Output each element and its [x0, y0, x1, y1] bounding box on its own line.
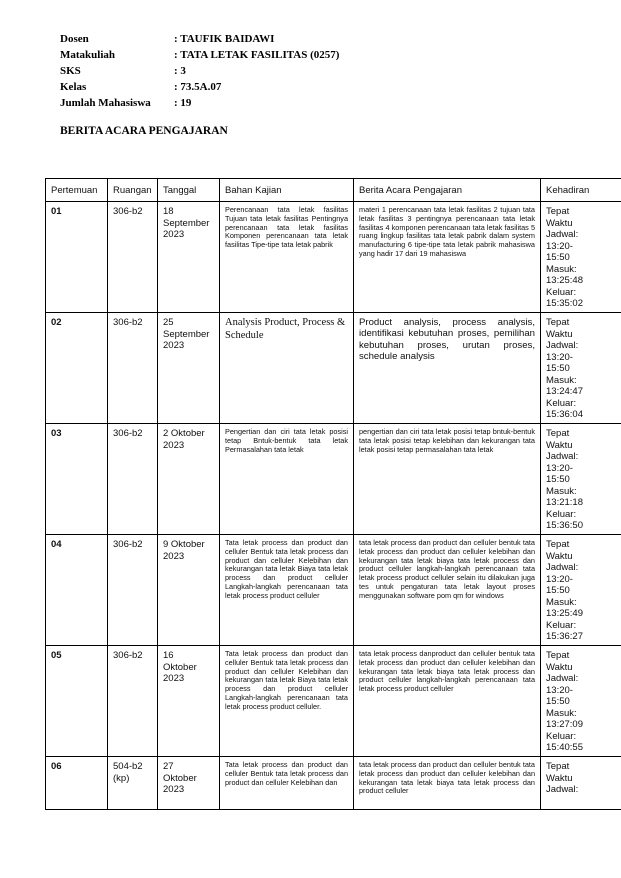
cell-tanggal: [158, 646, 220, 757]
cell-kehadiran-line: 13:20-: [546, 351, 573, 363]
cell-tanggal: [158, 202, 220, 313]
cell-kehadiran-line: 13:25:48: [546, 275, 583, 286]
cell-kehadiran-line: 15:35:02: [546, 298, 583, 309]
cell-pertemuan: 05: [46, 646, 108, 757]
field-label: SKS: [60, 65, 81, 77]
column-header-kehadiran: Kehadiran: [541, 179, 621, 202]
cell-ruangan: 306-b2: [108, 202, 158, 313]
field-label: Kelas: [60, 81, 87, 93]
cell-kehadiran-line: Tepat: [546, 317, 570, 328]
cell-tanggal-line: 27: [163, 761, 174, 772]
column-header-bahan-kajian: Bahan Kajian: [220, 179, 354, 202]
cell-tanggal-line: 9 Oktober: [163, 539, 205, 550]
cell-kehadiran-line: Keluar:: [546, 508, 577, 520]
cell-kehadiran-line: Tepat: [546, 761, 570, 772]
cell-kehadiran-line: 15:36:04: [546, 409, 583, 420]
cell-kehadiran-line: 13:27:09: [546, 719, 583, 730]
cell-tanggal-line: 18: [163, 206, 174, 217]
cell-kehadiran-line: Masuk:: [546, 263, 577, 275]
field-label: Dosen: [60, 33, 89, 45]
cell-berita-acara: tata letak process danproduct dan celluler bentuk tata letak process dan product dan celluler kelebihan dan kekurangan tata letak biaya tata letak process dan product celluler langkah-langkah perencanaan tata letak process product celluler: [354, 646, 541, 757]
cell-tanggal-line: 2023: [163, 340, 185, 351]
teaching-record-table: [45, 178, 621, 810]
cell-kehadiran: [541, 757, 621, 810]
cell-bahan-kajian: Pengertian dan ciri tata letak posisi tetap Bntuk-bentuk tata letak Permasalahan tata letak: [220, 424, 354, 535]
cell-berita-acara: tata letak process dan product dan celluler bentuk tata letak process dan product dan celluler kelebihan dan kekurangan tata letak biaya tata letak process dan product celluler: [354, 757, 541, 810]
cell-kehadiran-line: 13:21:18: [546, 497, 583, 508]
field-label: Jumlah Mahasiswa: [60, 97, 151, 109]
cell-kehadiran-line: 13:20-: [546, 684, 573, 696]
cell-kehadiran-line: Masuk:: [546, 485, 577, 497]
cell-kehadiran-line: Jadwal:: [546, 451, 579, 462]
cell-bahan-kajian: Tata letak process dan product dan celluler Bentuk tata letak process dan product dan celluler Kelebihan dan kekurangan tata letak Biaya tata letak process dan product celluler Langkah-langkah perencanaan tata letak process product celluler: [220, 535, 354, 646]
cell-kehadiran-line: Keluar:: [546, 619, 577, 631]
cell-tanggal: [158, 313, 220, 424]
cell-tanggal-line: 16: [163, 650, 174, 661]
table-header-row: [46, 179, 621, 202]
cell-kehadiran-line: Jadwal:: [546, 673, 579, 684]
cell-kehadiran-line: Tepat: [546, 539, 570, 550]
field-value: : TAUFIK BAIDAWI: [174, 33, 275, 45]
cell-kehadiran-line: Waktu: [546, 328, 573, 340]
column-header-berita-acara: Berita Acara Pengajaran: [354, 179, 541, 202]
cell-kehadiran: [541, 646, 621, 757]
header-row-kelas: [60, 79, 339, 95]
cell-kehadiran-line: 15:50: [546, 474, 570, 485]
cell-kehadiran-line: 15:50: [546, 585, 570, 596]
cell-tanggal-line: Oktober: [163, 772, 197, 784]
cell-ruangan: 306-b2: [108, 313, 158, 424]
cell-kehadiran-line: 15:50: [546, 696, 570, 707]
cell-kehadiran-line: Jadwal:: [546, 229, 579, 240]
cell-bahan-kajian: Tata letak process dan product dan celluler Bentuk tata letak process dan product dan celluler Kelebihan dan: [220, 757, 354, 810]
table-row: [46, 313, 621, 424]
cell-kehadiran-line: Jadwal:: [546, 562, 579, 573]
cell-kehadiran-line: Masuk:: [546, 596, 577, 608]
cell-pertemuan: 03: [46, 424, 108, 535]
cell-tanggal-line: 2023: [163, 673, 185, 684]
cell-ruangan: 504-b2 (kp): [108, 757, 158, 810]
column-header-tanggal: Tanggal: [158, 179, 220, 202]
cell-kehadiran: [541, 313, 621, 424]
cell-ruangan: 306-b2: [108, 535, 158, 646]
cell-berita-acara: Product analysis, process analysis, identifikasi kebutuhan proses, pemilihan kebutuhan proses, urutan proses, schedule analysis: [354, 313, 541, 424]
cell-tanggal-line: 2023: [163, 784, 185, 795]
header-row-sks: [60, 63, 339, 79]
cell-kehadiran-line: 13:20-: [546, 573, 573, 585]
column-header-ruangan: Ruangan: [108, 179, 158, 202]
cell-kehadiran-line: Keluar:: [546, 397, 577, 409]
cell-kehadiran-line: 13:20-: [546, 240, 573, 252]
cell-tanggal-line: 25: [163, 317, 174, 328]
field-value: : TATA LETAK FASILITAS (0257): [174, 49, 340, 61]
cell-tanggal-line: September: [163, 328, 210, 340]
cell-kehadiran-line: Keluar:: [546, 730, 577, 742]
field-value: : 73.5A.07: [174, 81, 222, 93]
field-value: : 19: [174, 97, 192, 109]
document-title: BERITA ACARA PENGAJARAN: [60, 125, 228, 137]
field-label: Matakuliah: [60, 49, 116, 61]
table-row: [46, 535, 621, 646]
table-row: [46, 202, 621, 313]
cell-bahan-kajian: Perencanaan tata letak fasilitas Tujuan tata letak fasilitas Pentingnya perencanaan tata letak fasilitas Komponen perencanaan tata letak fasilitas Tipe-tipe tata letak pabrik: [220, 202, 354, 313]
cell-tanggal: [158, 757, 220, 810]
cell-tanggal-line: 2 Oktober: [163, 428, 205, 439]
cell-pertemuan: 04: [46, 535, 108, 646]
cell-ruangan: 306-b2: [108, 424, 158, 535]
cell-kehadiran-line: Tepat: [546, 206, 570, 217]
table-row: [46, 646, 621, 757]
cell-kehadiran-line: 15:36:50: [546, 520, 583, 531]
cell-kehadiran-line: Jadwal:: [546, 784, 579, 795]
cell-kehadiran-line: 15:50: [546, 363, 570, 374]
cell-berita-acara: materi 1 perencanaan tata letak fasilitas 2 tujuan tata letak fasilitas 3 pentingnya perencanaan tata letak fasilitas 4 komponen perencanaan tata letak fasilitas 5 ruang lingkup fasilitas tata letak pabrik dalam system manufacturing 6 tipe-tipe tata letak pabrik mahasiswa yang hadir 17 dari 19 mahasiswa: [354, 202, 541, 313]
cell-berita-acara: pengertian dan ciri tata letak posisi tetap bntuk-bentuk tata letak posisi tetap kelebihan dan kekurangan tata letak posisi tetap permasalahan tata letak: [354, 424, 541, 535]
cell-bahan-kajian: Tata letak process dan product dan celluler Bentuk tata letak process dan product dan celluler Kelebihan dan kekurangan tata letak Biaya tata letak process dan product celluler Langkah-langkah perencanaan tata letak process product celluler.: [220, 646, 354, 757]
cell-kehadiran: [541, 424, 621, 535]
cell-kehadiran-line: 15:50: [546, 252, 570, 263]
cell-tanggal-line: 2023: [163, 229, 185, 240]
document-header: [60, 31, 339, 111]
cell-tanggal-line: 2023: [163, 550, 185, 562]
field-value: : 3: [174, 65, 186, 77]
cell-tanggal-line: Oktober: [163, 661, 197, 673]
header-row-matakuliah: [60, 47, 339, 63]
cell-kehadiran-line: Keluar:: [546, 286, 577, 298]
cell-kehadiran-line: Jadwal:: [546, 340, 579, 351]
cell-kehadiran-line: Waktu: [546, 772, 573, 784]
cell-bahan-kajian: Analysis Product, Process & Schedule: [220, 313, 354, 424]
cell-tanggal-line: 2023: [163, 439, 185, 451]
table-row: [46, 424, 621, 535]
cell-kehadiran-line: Tepat: [546, 428, 570, 439]
cell-pertemuan: 01: [46, 202, 108, 313]
table-row: [46, 757, 621, 810]
cell-tanggal: [158, 424, 220, 535]
column-header-pertemuan: Pertemuan: [46, 179, 108, 202]
header-row-dosen: [60, 31, 339, 47]
cell-kehadiran: [541, 202, 621, 313]
cell-kehadiran-line: 15:40:55: [546, 742, 583, 753]
header-row-jumlah-mahasiswa: [60, 95, 339, 111]
cell-tanggal-line: September: [163, 217, 210, 229]
cell-kehadiran-line: 13:24:47: [546, 386, 583, 397]
cell-kehadiran-line: 13:20-: [546, 462, 573, 474]
cell-pertemuan: 02: [46, 313, 108, 424]
cell-kehadiran-line: Waktu: [546, 550, 573, 562]
cell-kehadiran-line: Tepat: [546, 650, 570, 661]
cell-kehadiran-line: Waktu: [546, 439, 573, 451]
cell-kehadiran-line: 13:25:49: [546, 608, 583, 619]
cell-pertemuan: 06: [46, 757, 108, 810]
cell-berita-acara: tata letak process dan product dan celluler bentuk tata letak process dan product dan celluler kelebihan dan kekurangan tata letak biaya tata letak process dan product celluler langkah-langkah perencanaan tata letak process product celluler selain itu dilakukan juga tes untuk pengaturan tata letak layout proses menggunakan software pom qm for windows: [354, 535, 541, 646]
cell-ruangan: 306-b2: [108, 646, 158, 757]
cell-kehadiran: [541, 535, 621, 646]
cell-kehadiran-line: 15:36:27: [546, 631, 583, 642]
cell-kehadiran-line: Masuk:: [546, 374, 577, 386]
cell-tanggal: [158, 535, 220, 646]
cell-kehadiran-line: Waktu: [546, 661, 573, 673]
cell-kehadiran-line: Waktu: [546, 217, 573, 229]
cell-kehadiran-line: Masuk:: [546, 707, 577, 719]
